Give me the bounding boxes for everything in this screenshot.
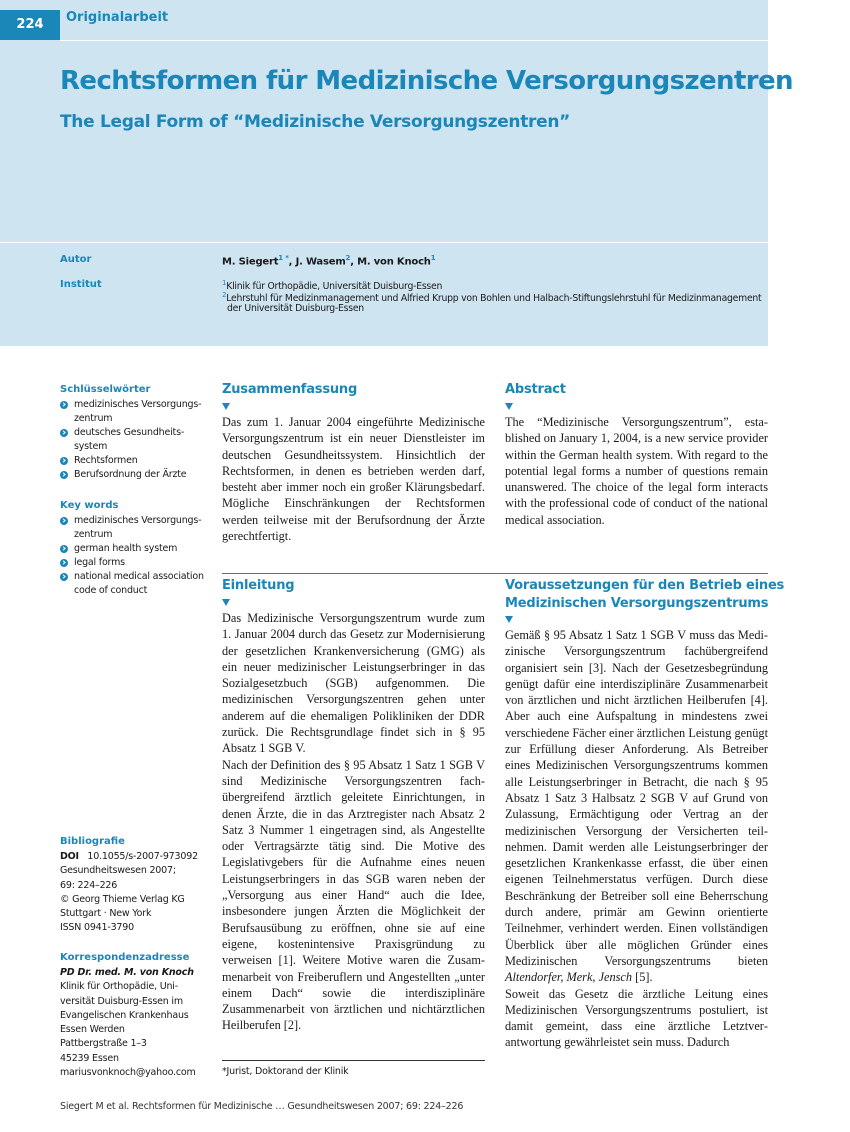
arrow-down-icon xyxy=(222,599,230,606)
keyword-item xyxy=(60,542,210,556)
section-divider xyxy=(222,573,768,574)
intro-heading: Einleitung xyxy=(222,578,295,593)
abstract-en-heading: Abstract xyxy=(505,382,566,397)
bullet-icon xyxy=(60,545,68,553)
keywords-de-heading: Schlüsselwörter xyxy=(60,384,151,395)
section-label: Originalarbeit xyxy=(66,10,169,25)
keyword-text: deutsches Gesundheits- xyxy=(74,427,185,438)
author-name: J. Wasem xyxy=(295,256,346,268)
address-line: versität Duisburg-Essen im xyxy=(60,995,183,1007)
doi-line xyxy=(60,850,220,864)
requirements-heading-line: Medizinischen Versorgungszentrums xyxy=(505,595,769,611)
bib-line: Stuttgart · New York xyxy=(60,908,152,920)
institute-name: Lehrstuhl für Medizinmanagement und Alfried Krupp von Bohlen und Halbach-Stiftungslehrstuhl für Medizinmanagement xyxy=(226,293,762,305)
keyword-text: code of conduct xyxy=(74,585,148,596)
bib-line: © Georg Thieme Verlag KG xyxy=(60,893,185,905)
doi-label: DOI xyxy=(60,851,79,862)
doi-value: 10.1055/s-2007-973092 xyxy=(87,851,198,862)
correspondence-block xyxy=(60,966,220,1080)
institute-label: Institut xyxy=(60,279,102,290)
address-line: Klinik für Orthopädie, Uni- xyxy=(60,981,178,993)
address-line: 45239 Essen xyxy=(60,1052,119,1064)
keyword-item xyxy=(60,514,210,542)
header-rule xyxy=(60,40,768,41)
keyword-item xyxy=(60,426,210,454)
page-footer: Siegert M et al. Rechtsformen für Medizinische … Gesundheitswesen 2007; 69: 224–226 xyxy=(60,1101,464,1112)
intro-text xyxy=(222,610,485,1034)
address-line: Essen Werden xyxy=(60,1024,125,1036)
keyword-item xyxy=(60,570,210,598)
bibliography-heading: Bibliografie xyxy=(60,836,125,847)
requirements-heading-line: Voraussetzungen für den Betrieb eines xyxy=(505,578,785,593)
keyword-text: national medical association xyxy=(74,571,204,582)
intro-paragraph: Nach der Definition des § 95 Absatz 1 Satz 1 SGB V sind Medizinische Versorgungszentren fachübergreifend ärztlich geleitete Einrichtungen, in denen Ärzte, die in das Arztregister nach Absatz 2 Satz 3 Nummer 1 eingetragen sind, als Angestellte oder Vertragsärzte tätig sind. Die Motive des Legislativgebers für die Aufnahme eines neuen Leistungserbringers in das SGB waren neben der „Versorgung aus einer Hand“ auch die Idee, insbesondere jungen Ärzten die Möglichkeit der Berufsausübung zu eröffnen, ohne sie auf eine eigene, kostenintensive Praxisgründung zu verweisen [1]. Weitere Motive waren die Zusammenarbeit von Freiberuflern und Angestellten „unter einem Dach“ sowie die interdisziplinäre Zusammenarbeit von ärztlichen und nichtärztlichen Heilberufen [2]. xyxy=(222,757,485,1033)
bibliography-block xyxy=(60,850,220,936)
keyword-text: zentrum xyxy=(74,529,113,540)
abstract-en-text: The “Medizinische Versorgungszentrum”, established on January 1, 2004, is a new service provider within the German health system. With regard to the potential legal forms a number of questions remain unanswered. The choice of the legal form interacts with the professional code of conduct of the national medical association. xyxy=(505,415,768,527)
paragraph-text: Gemäß § 95 Absatz 1 Satz 1 SGB V muss das Medizinische Versorgungszentrum fachübergreifend organisiert sein [3]. Nach der Gesetzesbegründung genügt dafür eine interdisziplinäre Zusammenarbeit von ärztlichen und nicht ärztlichen Heilberufen [4]. Aber auch eine Aufspaltung in mindestens zwei verschiedene Fächer einer ärztlichen Leistung genügt zur Erfüllung dieser Anforderung. Als Betreiber eines Medizinischen Versorgungszentrums kommen alle Leistungserbringer in Betracht, die nach § 95 Absatz 1 Satz 3 Halbsatz 2 SGB V auf Grund von Zulassung, Ermächtigung oder Vertrag an der medizinischen Versorgung der Versicherten teilnehmen. Damit werden alle Leistungserbringer der gesetzlichen Krankenkasse erfasst, die über einen eigenen Teilnehmerstatus verfügen. Durch diese Beschränkung der Betreiber soll eine Beherrschung durch andere, primär am Gewinn orientierte Teilnehmer, verhindert werden. Einen vollständigen Überblick über alle möglichen Gründer eines Medizinischen Versorgungszentrums bieten xyxy=(505,628,768,968)
institute-name: Klinik für Orthopädie, Universität Duisburg-Essen xyxy=(226,281,443,293)
bib-line: Gesundheitswesen 2007; xyxy=(60,865,176,877)
keywords-en-heading: Key words xyxy=(60,500,119,511)
paragraph-text: [5]. xyxy=(632,970,653,985)
author-list xyxy=(222,254,435,267)
bullet-icon xyxy=(60,517,68,525)
author-name: M. von Knoch xyxy=(357,256,431,268)
author-affiliation: 1 * xyxy=(278,254,289,262)
keyword-item xyxy=(60,468,210,482)
header-divider xyxy=(0,242,768,243)
cited-authors: Altendorfer, Merk, Jensch xyxy=(505,970,633,985)
bib-line: 69: 224–226 xyxy=(60,879,118,891)
arrow-down-icon xyxy=(505,616,513,623)
keyword-text: medizinisches Versorgungs- xyxy=(74,515,202,526)
bullet-icon xyxy=(60,573,68,581)
arrow-down-icon xyxy=(222,403,230,410)
arrow-down-icon xyxy=(505,403,513,410)
page-number: 224 xyxy=(0,10,60,40)
footnote-rule xyxy=(222,1060,485,1061)
author-affiliation: 1 xyxy=(430,254,436,262)
institute-number: 1 xyxy=(222,279,227,287)
bib-line: ISSN 0941-3790 xyxy=(60,922,134,934)
requirements-heading xyxy=(505,577,784,612)
institute-number: 2 xyxy=(222,291,227,299)
article-title: Rechtsformen für Medizinische Versorgungszentren xyxy=(60,66,793,96)
author-label: Autor xyxy=(60,254,92,265)
correspondence-name: PD Dr. med. M. von Knoch xyxy=(60,967,194,978)
keywords-de-list xyxy=(60,398,210,482)
requirements-paragraph xyxy=(505,627,768,986)
author-affiliation: 2 xyxy=(345,254,351,262)
correspondence-heading: Korrespondenzadresse xyxy=(60,952,190,963)
footnote: *Jurist, Doktorand der Klinik xyxy=(222,1066,349,1077)
abstract-de-text: Das zum 1. Januar 2004 eingeführte Medizinische Versorgungszentrum ist ein neuer Dienstleister im deutschen Gesundheitssystem. Hinsichtlich der Rechtsformen, in denen es betrieben werden darf, besteht aber immer noch ein großer Klärungsbedarf. Mögliche Einschränkungen der Rechtsformen werden teilweise mit der Berufsordnung der Ärzte gerechtfertigt. xyxy=(222,415,485,544)
address-line: Evangelischen Krankenhaus xyxy=(60,1009,189,1021)
keyword-text: Rechtsformen xyxy=(74,455,138,466)
bullet-icon xyxy=(60,559,68,567)
keyword-text: Berufsordnung der Ärzte xyxy=(74,469,187,480)
keyword-text: medizinisches Versorgungs- xyxy=(74,399,202,410)
keyword-text: zentrum xyxy=(74,413,113,424)
keyword-item xyxy=(60,556,210,570)
keyword-text: system xyxy=(74,441,108,452)
bullet-icon xyxy=(60,457,68,465)
institute-2-continued: der Universität Duisburg-Essen xyxy=(227,303,364,314)
keywords-en-list xyxy=(60,514,210,598)
bullet-icon xyxy=(60,401,68,409)
requirements-paragraph: Soweit das Gesetz die ärztliche Leitung eines Medizinischen Versorgungszentrums postuliert, ist damit gemeint, dass eine ärztliche Letztverantwortung gewährleistet sein muss. Dadurch xyxy=(505,986,768,1050)
intro-paragraph: Das Medizinische Versorgungszentrum wurde zum 1. Januar 2004 durch das Gesetz zur Modernisierung der gesetzlichen Krankenversicherung (GMG) als ein neuer medizinischer Leistungserbringer in das Sozialgesetzbuch (SGB) aufgenommen. Die medizinischen Versorgungszentren gehen unter anderem auf die ehemaligen Polikliniken der DDR zurück. Die Rechtsgrundlage findet sich in § 95 Absatz 1 SGB V. xyxy=(222,611,485,756)
bullet-icon xyxy=(60,429,68,437)
author-name: M. Siegert xyxy=(222,256,279,268)
bullet-icon xyxy=(60,471,68,479)
author-separator: , xyxy=(288,256,296,268)
keyword-text: legal forms xyxy=(74,557,125,568)
address-line: Pattbergstraße 1–3 xyxy=(60,1038,147,1050)
author-separator: , xyxy=(350,256,358,268)
email-address: mariusvonknoch@yahoo.com xyxy=(60,1067,196,1079)
requirements-text xyxy=(505,627,768,1051)
keyword-text: german health system xyxy=(74,543,178,554)
keyword-item xyxy=(60,398,210,426)
keyword-item xyxy=(60,454,210,468)
article-subtitle: The Legal Form of “Medizinische Versorgungszentren” xyxy=(60,112,571,132)
abstract-de-heading: Zusammenfassung xyxy=(222,382,358,397)
